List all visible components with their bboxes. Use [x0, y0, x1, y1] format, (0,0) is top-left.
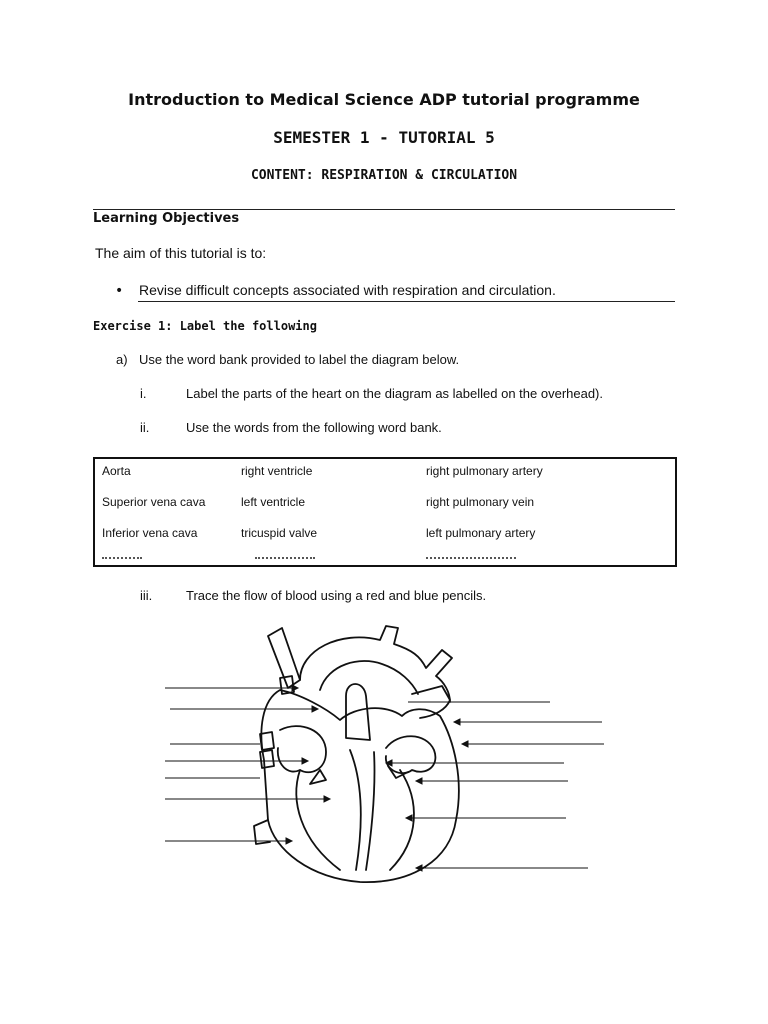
word-bank-cell: right pulmonary vein — [426, 495, 535, 509]
septum-shape — [350, 750, 361, 870]
heart-outline-shape — [261, 690, 458, 882]
heart-diagram-icon — [150, 620, 610, 890]
objective-bullet: Revise difficult concepts associated with respiration and circulation. — [139, 282, 556, 298]
item-a-text: Use the word bank provided to label the diagram below. — [139, 352, 460, 367]
clipped-row-fragment — [426, 557, 516, 567]
word-bank-cell: tricuspid valve — [241, 526, 318, 540]
bullet-icon: • — [115, 283, 124, 299]
item-i-marker: i. — [140, 386, 147, 401]
divider-bottom — [138, 301, 675, 302]
word-bank-cell: right ventricle — [241, 464, 313, 478]
word-bank-cell: Aorta — [102, 464, 131, 478]
pulmonary-trunk-shape — [346, 684, 370, 740]
content-heading: CONTENT: RESPIRATION & CIRCULATION — [250, 168, 518, 183]
word-bank-cell: left pulmonary artery — [426, 526, 536, 540]
document-title: Introduction to Medical Science ADP tutorial programme — [128, 90, 640, 109]
aim-text: The aim of this tutorial is to: — [95, 245, 267, 261]
aortic-arch-shape — [300, 626, 452, 702]
item-ii-marker: ii. — [140, 420, 150, 435]
item-ii-text: Use the words from the following word bank. — [186, 420, 442, 435]
left-atrium-shape — [386, 736, 436, 773]
item-iii-marker: iii. — [140, 588, 153, 603]
word-bank-cell: right pulmonary artery — [426, 464, 543, 478]
inferior-vena-cava-shape — [254, 820, 270, 844]
word-bank-cell: Superior vena cava — [102, 495, 206, 509]
superior-vena-cava-shape — [268, 628, 300, 688]
exercise-heading: Exercise 1: Label the following — [93, 319, 317, 333]
learning-objectives-heading: Learning Objectives — [93, 211, 240, 226]
word-bank-table — [93, 457, 677, 567]
semester-heading: SEMESTER 1 - TUTORIAL 5 — [273, 128, 495, 147]
item-iii-text: Trace the flow of blood using a red and blue pencils. — [186, 588, 487, 603]
clipped-row-fragment — [102, 557, 142, 567]
word-bank-cell: left ventricle — [241, 495, 306, 509]
right-atrium-shape — [278, 726, 326, 772]
word-bank-cell: Inferior vena cava — [102, 526, 198, 540]
clipped-row-fragment — [255, 557, 315, 567]
item-a-marker: a) — [116, 352, 128, 367]
divider-top — [93, 209, 675, 210]
item-i-text: Label the parts of the heart on the diagram as labelled on the overhead). — [186, 386, 604, 401]
